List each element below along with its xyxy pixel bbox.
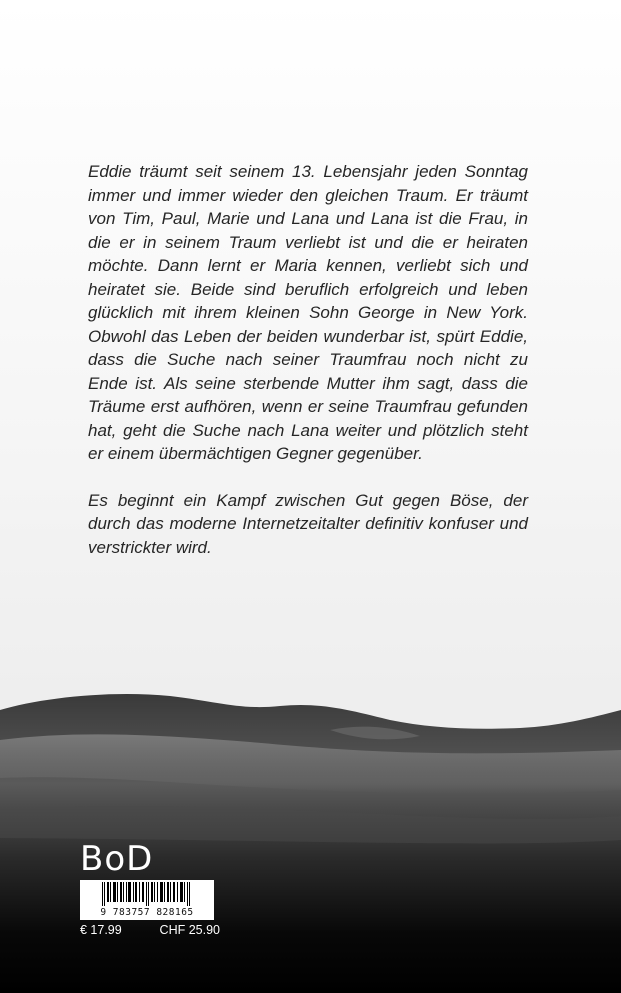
price-chf: CHF 25.90: [159, 923, 220, 937]
isbn-number: 9 783757 828165: [100, 907, 194, 918]
water-waves-image: [0, 680, 621, 993]
price-eur: € 17.99: [80, 923, 122, 937]
blurb-paragraph-1: Eddie träumt seit seinem 13. Lebensjahr jeden Sonntag immer und immer wieder den gleichen Traum. Er träumt von Tim, Paul, Marie und Lana und Lana ist die Frau, in die er in seinem Traum verliebt ist und die er heiraten möchte. Dann lernt er Maria kennen, verliebt sich und heiratet sie. Beide sind beruflich erfolgreich und leben glücklich mit ihrem kleinen Sohn George in New York. Obwohl das Leben der beiden wunderbar ist, spürt Eddie, dass die Suche nach seiner Traumfrau noch nicht zu Ende ist. Als seine sterbende Mutter ihm sagt, dass die Träume erst aufhören, wenn er seine Traumfrau gefunden hat, geht die Suche nach Lana weiter und plötzlich steht er einem übermächtigen Gegner gegenüber.: [88, 162, 528, 463]
barcode: [80, 880, 214, 920]
price-line: [80, 923, 220, 937]
blurb-text: [88, 160, 528, 582]
blurb-paragraph-2: Es beginnt ein Kampf zwischen Gut gegen Böse, der durch das moderne Internetzeitalter definitiv konfuser und verstrickter wird.: [88, 490, 528, 557]
publisher-logo: BoD: [80, 839, 154, 879]
barcode-bars: [102, 882, 192, 906]
